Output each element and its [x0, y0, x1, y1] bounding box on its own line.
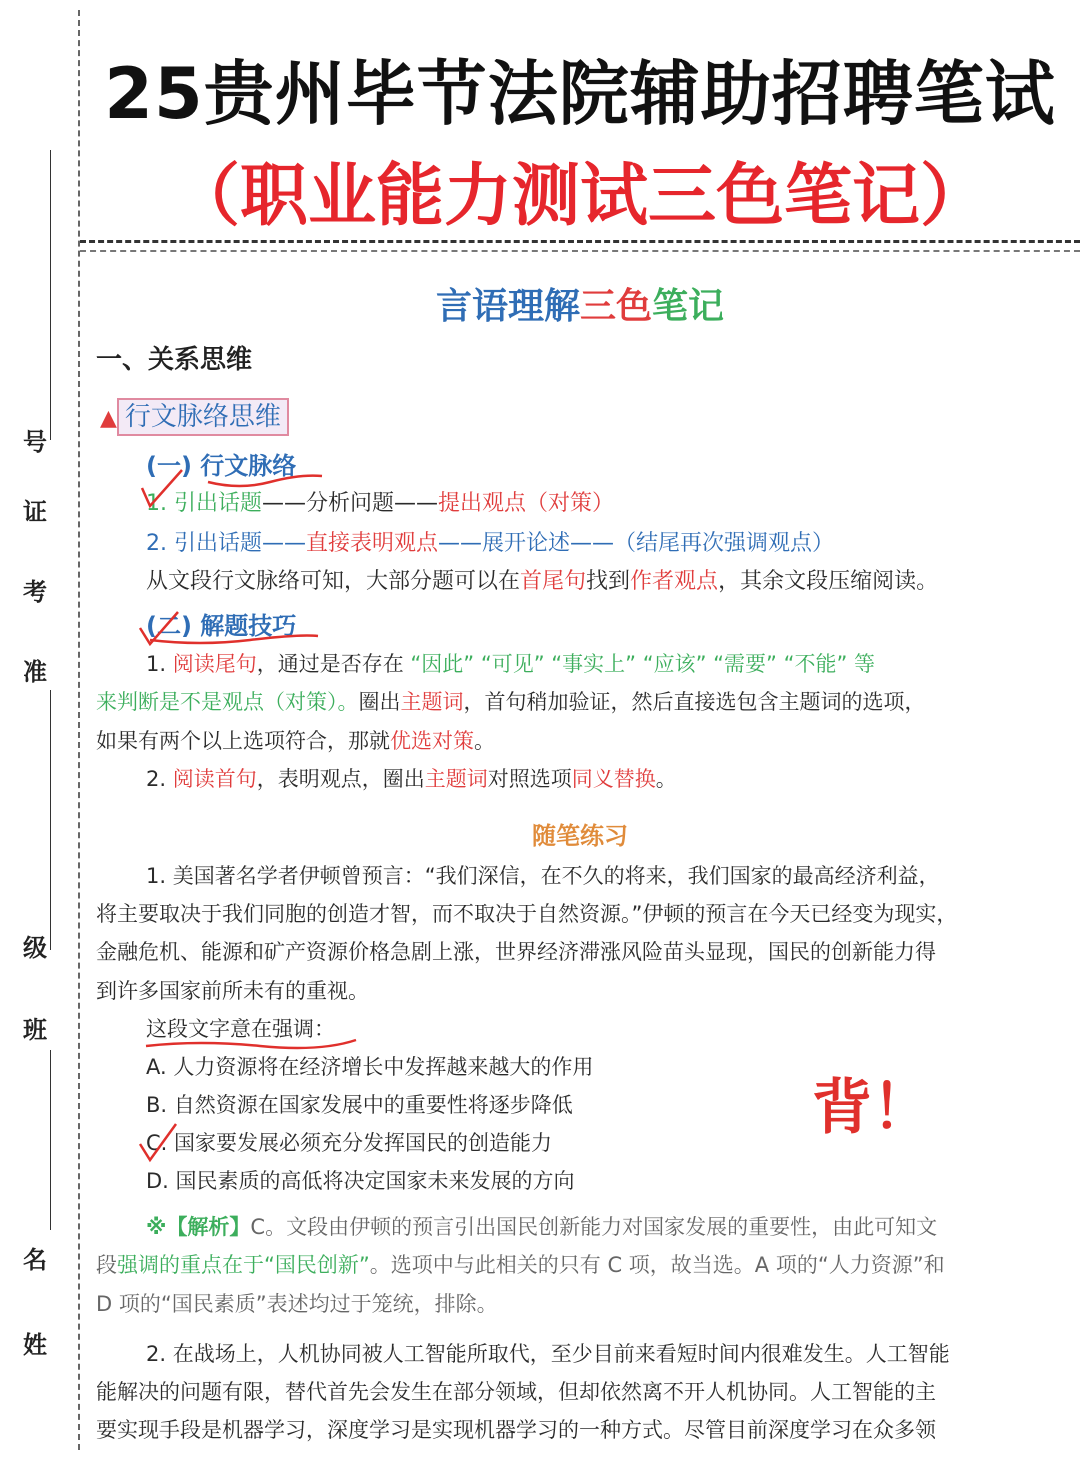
page-title: 25贵州毕节法院辅助招聘笔试	[104, 53, 1056, 135]
text-span: 作者观点	[630, 569, 719, 594]
question2-text: 能解决的问题有限，替代首先会发生在部分领域，但却依然离不开人机协同。人工智能的主	[96, 1380, 936, 1404]
text-span: ，其余文段压缩阅读。	[718, 569, 939, 594]
text-span: 。选项中与此相关的只有 C 项，故当选。A 项的“人力资源”和	[369, 1253, 945, 1277]
boxed-label: 行文脉络思维	[117, 398, 289, 436]
text-span: 段	[96, 1253, 117, 1277]
text-span: ，首句稍加验证，然后直接选包含主题词的选项，	[463, 690, 926, 714]
section-title-part: 三色	[579, 286, 652, 327]
side-char: 号	[23, 427, 47, 456]
page-subtitle: （职业能力测试三色笔记）	[171, 157, 988, 236]
question2-text: 2. 在战场上，人机协同被人工智能所取代，至少目前来看短时间内很难发生。人工智能	[146, 1342, 950, 1366]
check-mark	[140, 1124, 176, 1160]
text-span: 阅读首句	[172, 767, 257, 791]
text-span: 如果有两个以上选项符合，那就	[96, 729, 390, 753]
question-text: 将主要取决于我们同胞的创造才智，而不取决于自然资源。”伊顿的预言在今天已经变为现实，	[96, 902, 958, 926]
triangle-icon: ▲	[100, 406, 117, 431]
text-span: C。文段由伊顿的预言引出国民创新能力对国家发展的重要性，由此可知文	[250, 1215, 938, 1239]
side-char: 级	[23, 933, 47, 962]
side-char: 准	[23, 657, 47, 686]
text-span: 从文段行文脉络可知，大部分题可以在	[146, 569, 521, 594]
section-title-part: 言语理解	[435, 286, 580, 327]
text-span: ，表明观点，圈出	[256, 767, 425, 791]
side-char: 证	[23, 497, 47, 526]
heading-relation-thinking: 一、关系思维	[96, 345, 253, 375]
text-span: ，通过是否存在	[256, 652, 411, 676]
side-char: 姓	[23, 1330, 47, 1359]
text-span: ——展开论述——（结尾再次强调观点）	[438, 531, 835, 556]
text-span: 来判断是不是观点（对策）。	[96, 690, 359, 714]
side-char: 班	[23, 1015, 47, 1044]
text-span: 主题词	[400, 690, 464, 714]
side-char: 名	[23, 1245, 47, 1274]
text-span: 圈出	[358, 690, 401, 714]
check-mark	[140, 612, 178, 644]
text-span: “因此” “可见” “事实上” “应该” “需要” “不能” 等	[410, 652, 876, 676]
section-title-part: 笔记	[652, 286, 725, 327]
question-text: 金融危机、能源和矿产资源价格急剧上涨，世界经济滞涨风险苗头显现，国民的创新能力得	[96, 940, 936, 964]
subheading-1: (一) 行文脉络	[146, 452, 297, 480]
text-span: ——分析问题——	[261, 491, 438, 516]
text-span: 对照选项	[487, 767, 572, 791]
text-span: 主题词	[424, 767, 488, 791]
text-span: 提出观点（对策）	[438, 491, 615, 516]
text-span: 首尾句	[520, 569, 587, 594]
text-span: 1. 引出话题	[146, 491, 262, 516]
practice-title: 随笔练习	[532, 822, 628, 850]
option-a: A. 人力资源将在经济增长中发挥越来越大的作用	[146, 1055, 594, 1079]
question-text: 1. 美国著名学者伊顿曾预言：“我们深信，在不久的将来，我们国家的最高经济利益，	[146, 864, 940, 888]
question-stem: 这段文字意在强调：	[146, 1017, 335, 1041]
text-span: 阅读尾句	[172, 652, 257, 676]
underline-wave	[150, 636, 318, 644]
side-char: 考	[23, 577, 47, 606]
option-d: D. 国民素质的高低将决定国家未来发展的方向	[146, 1169, 575, 1193]
text-span: 1.	[146, 652, 173, 676]
text-span: 2. 引出话题——	[146, 531, 306, 556]
underline-wave	[146, 1040, 356, 1048]
text-span: 同义替换	[571, 767, 656, 791]
text-span: 强调的重点在于“国民创新”	[117, 1253, 370, 1277]
check-mark	[142, 470, 182, 506]
text-span: 。	[474, 729, 495, 753]
option-c: C. 国家要发展必须充分发挥国民的创造能力	[146, 1131, 553, 1155]
text-span: 2.	[146, 767, 173, 791]
text-span: 找到	[586, 569, 631, 594]
text-span: 直接表明观点	[305, 531, 438, 556]
text-span: 。	[655, 767, 677, 791]
underline-wave	[208, 476, 322, 486]
subheading-2: (二) 解题技巧	[146, 612, 297, 640]
question2-text: 要实现手段是机器学习，深度学习是实现机器学习的一种方式。尽管目前深度学习在众多领	[96, 1418, 936, 1442]
text-span: 优选对策	[390, 729, 474, 753]
memorize-note: 背！	[812, 1073, 932, 1143]
option-b: B. 自然资源在国家发展中的重要性将逐步降低	[146, 1093, 573, 1117]
text-span: ※【解析】	[146, 1215, 251, 1239]
question-text: 到许多国家前所未有的重视。	[96, 979, 369, 1003]
analysis-line: D 项的“国民素质”表述均过于笼统，排除。	[96, 1292, 498, 1316]
